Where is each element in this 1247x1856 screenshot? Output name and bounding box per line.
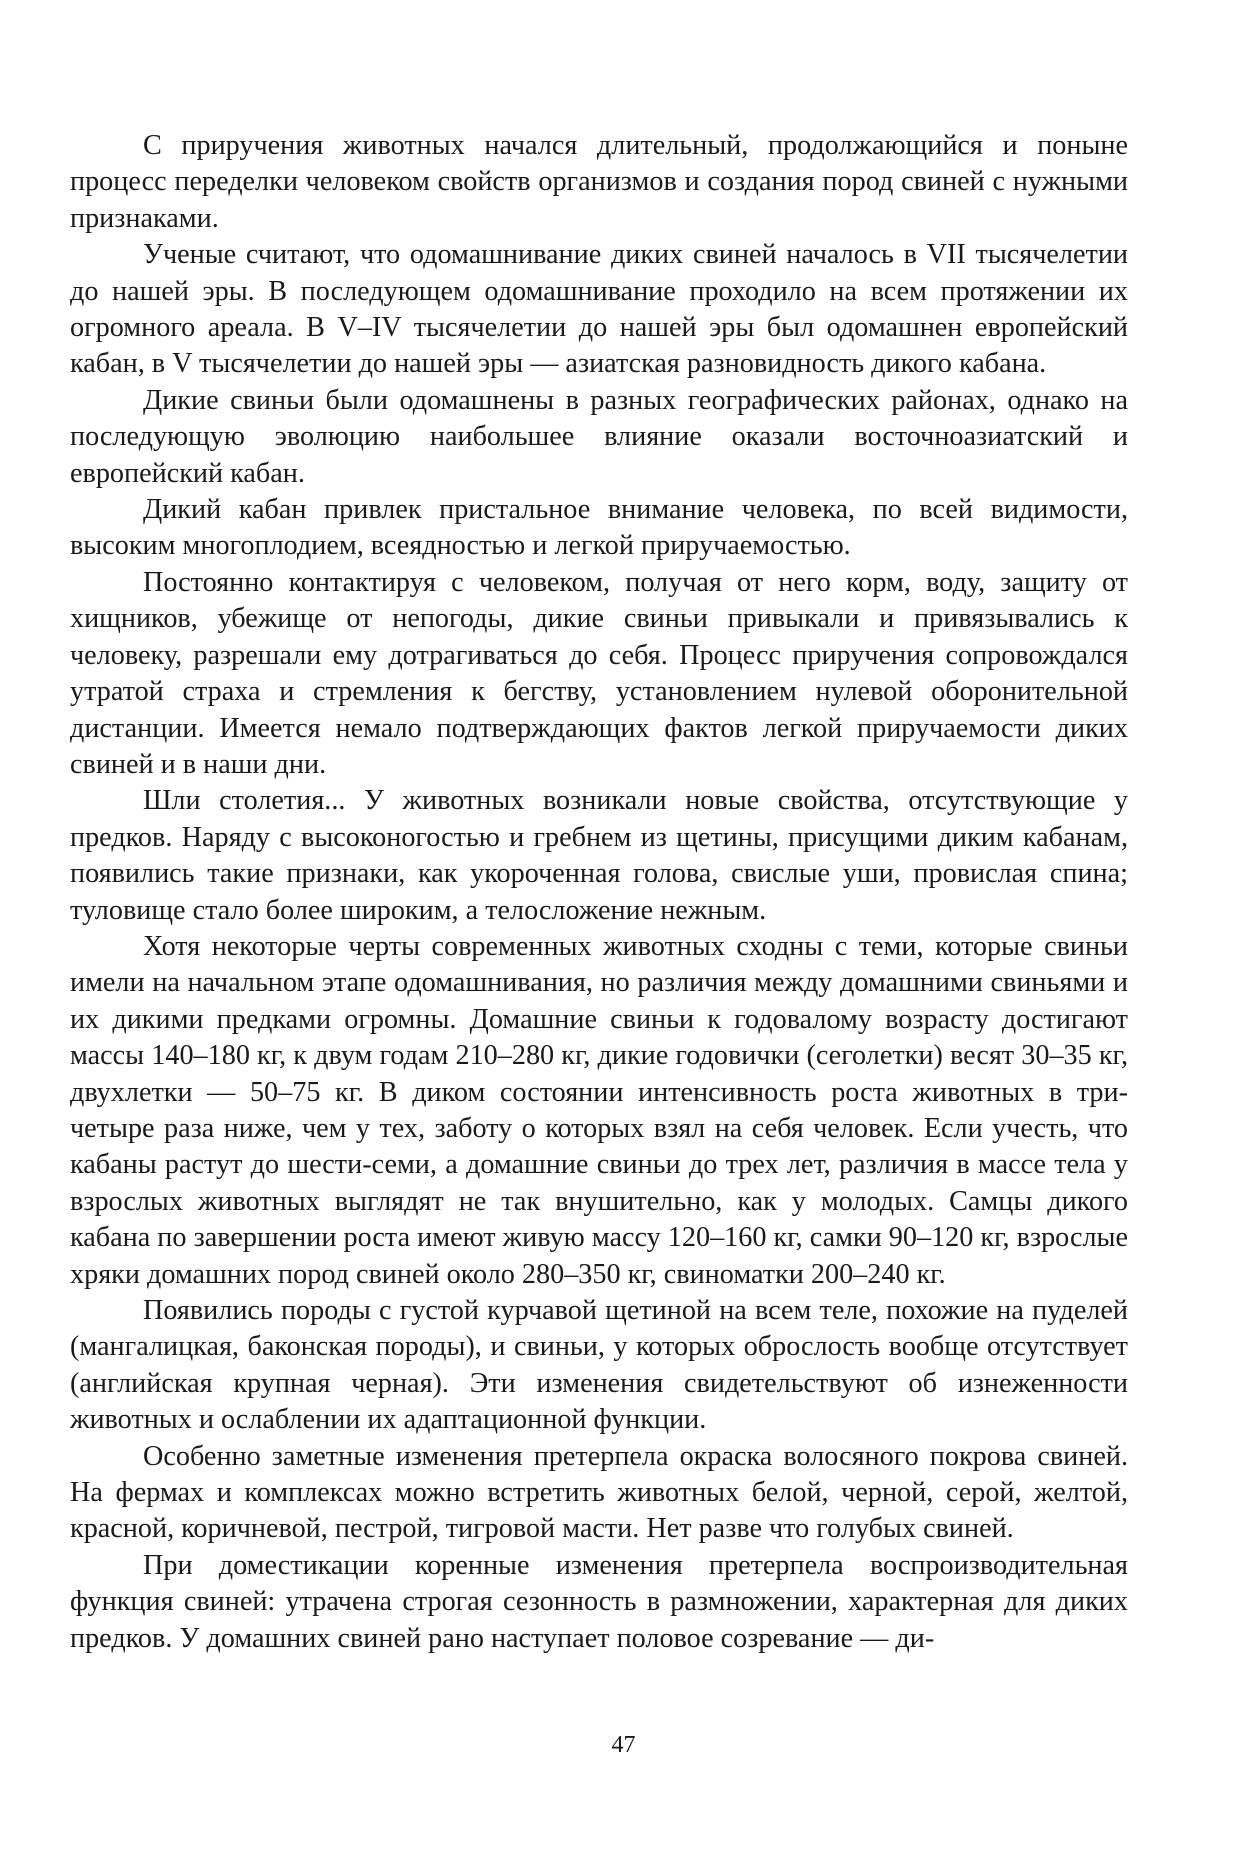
paragraph-new-traits: Шли столетия... У животных возникали новые свойства, отсутствующие у предков. Наряду с высоконогостью и гребнем из щетины, присущими диким кабанам, появились такие признаки, как укороченная голова, свислые уши, провислая спина; туловище стало более широким, а телосложение нежным. <box>70 785 1128 926</box>
paragraph-taming-process: Постоянно контактируя с человеком, получая от него корм, воду, защиту от хищников, убежище от непогоды, дикие свиньи привыкали и привязывались к человеку, разрешали ему дотрагиваться до себя. Процесс приручения сопровождался утратой страха и стремления к бегству, установлением нулевой оборонительной дистанции. Имеется немало подтверждающих фактов легкой приручаемости диких свиней и в наши дни. <box>70 566 1128 780</box>
paragraph-coat-color: Особенно заметные изменения претерпела окраска волосяного покрова свиней. На фермах и комплексах можно встретить животных белой, черной, серой, желтой, красной, коричневой, пестрой, тигровой масти. Нет разве что голубых свиней. <box>70 1440 1128 1545</box>
paragraph-weight-differences: Хотя некоторые черты современных животных сходны с теми, которые свиньи имели на начальном этапе одомашнивания, но различия между домашними свиньями и их дикими предками огромны. Домашние свиньи к годовалому возрасту достигают массы 140–180 кг, к двум годам 210–280 кг, дикие годовички (сеголетки) весят 30–35 кг, двухлетки — 50–75 кг. В диком состоянии интенсивность роста животных в три-четыре раза ниже, чем у тех, заботу о которых взял на себя человек. Если учесть, что кабаны растут до шести-семи, а домашние свиньи до трех лет, различия в массе тела у взрослых животных выглядят не так внушительно, как у молодых. Самцы дикого кабана по завершении роста имеют живую массу 120–160 кг, самки 90–120 кг, взрослые хряки домашних пород свиней около 280–350 кг, свиноматки 200–240 кг. <box>70 930 1128 1290</box>
paragraph-domestication-intro: С приручения животных начался длительный, продолжающийся и поныне процесс переделки человеком свойств организмов и создания пород свиней с нужными признаками. <box>70 130 1128 234</box>
paragraph-geographic-regions: Дикие свиньи были одомашнены в разных географических районах, однако на последующую эволюцию наибольшее влияние оказали восточноазиатский и европейский кабан. <box>70 384 1128 489</box>
body-text <box>70 128 1128 1657</box>
paragraph-wild-boar-attraction: Дикий кабан привлек пристальное внимание человека, по всей видимости, высоким многоплодием, всеядностью и легкой приручаемостью. <box>70 494 1128 562</box>
page-number: 47 <box>611 1732 636 1758</box>
paragraph-reproduction: При доместикации коренные изменения претерпела воспроизводительная функция свиней: утрачена строгая сезонность в размножении, характерная для диких предков. У домашних свиней рано наступает половое созревание — ди- <box>70 1549 1128 1654</box>
paragraph-domestication-timeline: Ученые считают, что одомашнивание диких свиней началось в VII тысячелетии до нашей эры. В последующем одомашнивание проходило на всем протяжении их огромного ареала. В V–IV тысячелетии до нашей эры был одомашнен европейский кабан, в V тысячелетии до нашей эры — азиатская разновидность дикого кабана. <box>70 239 1128 380</box>
paragraph-bristle-breeds: Появились породы с густой курчавой щетиной на всем теле, похожие на пуделей (мангалицкая, баконская породы), и свиньи, у которых оброслость вообще отсутствует (английская крупная черная). Эти изменения свидетельствуют об изнеженности животных и ослаблении их адаптационной функции. <box>70 1295 1128 1436</box>
